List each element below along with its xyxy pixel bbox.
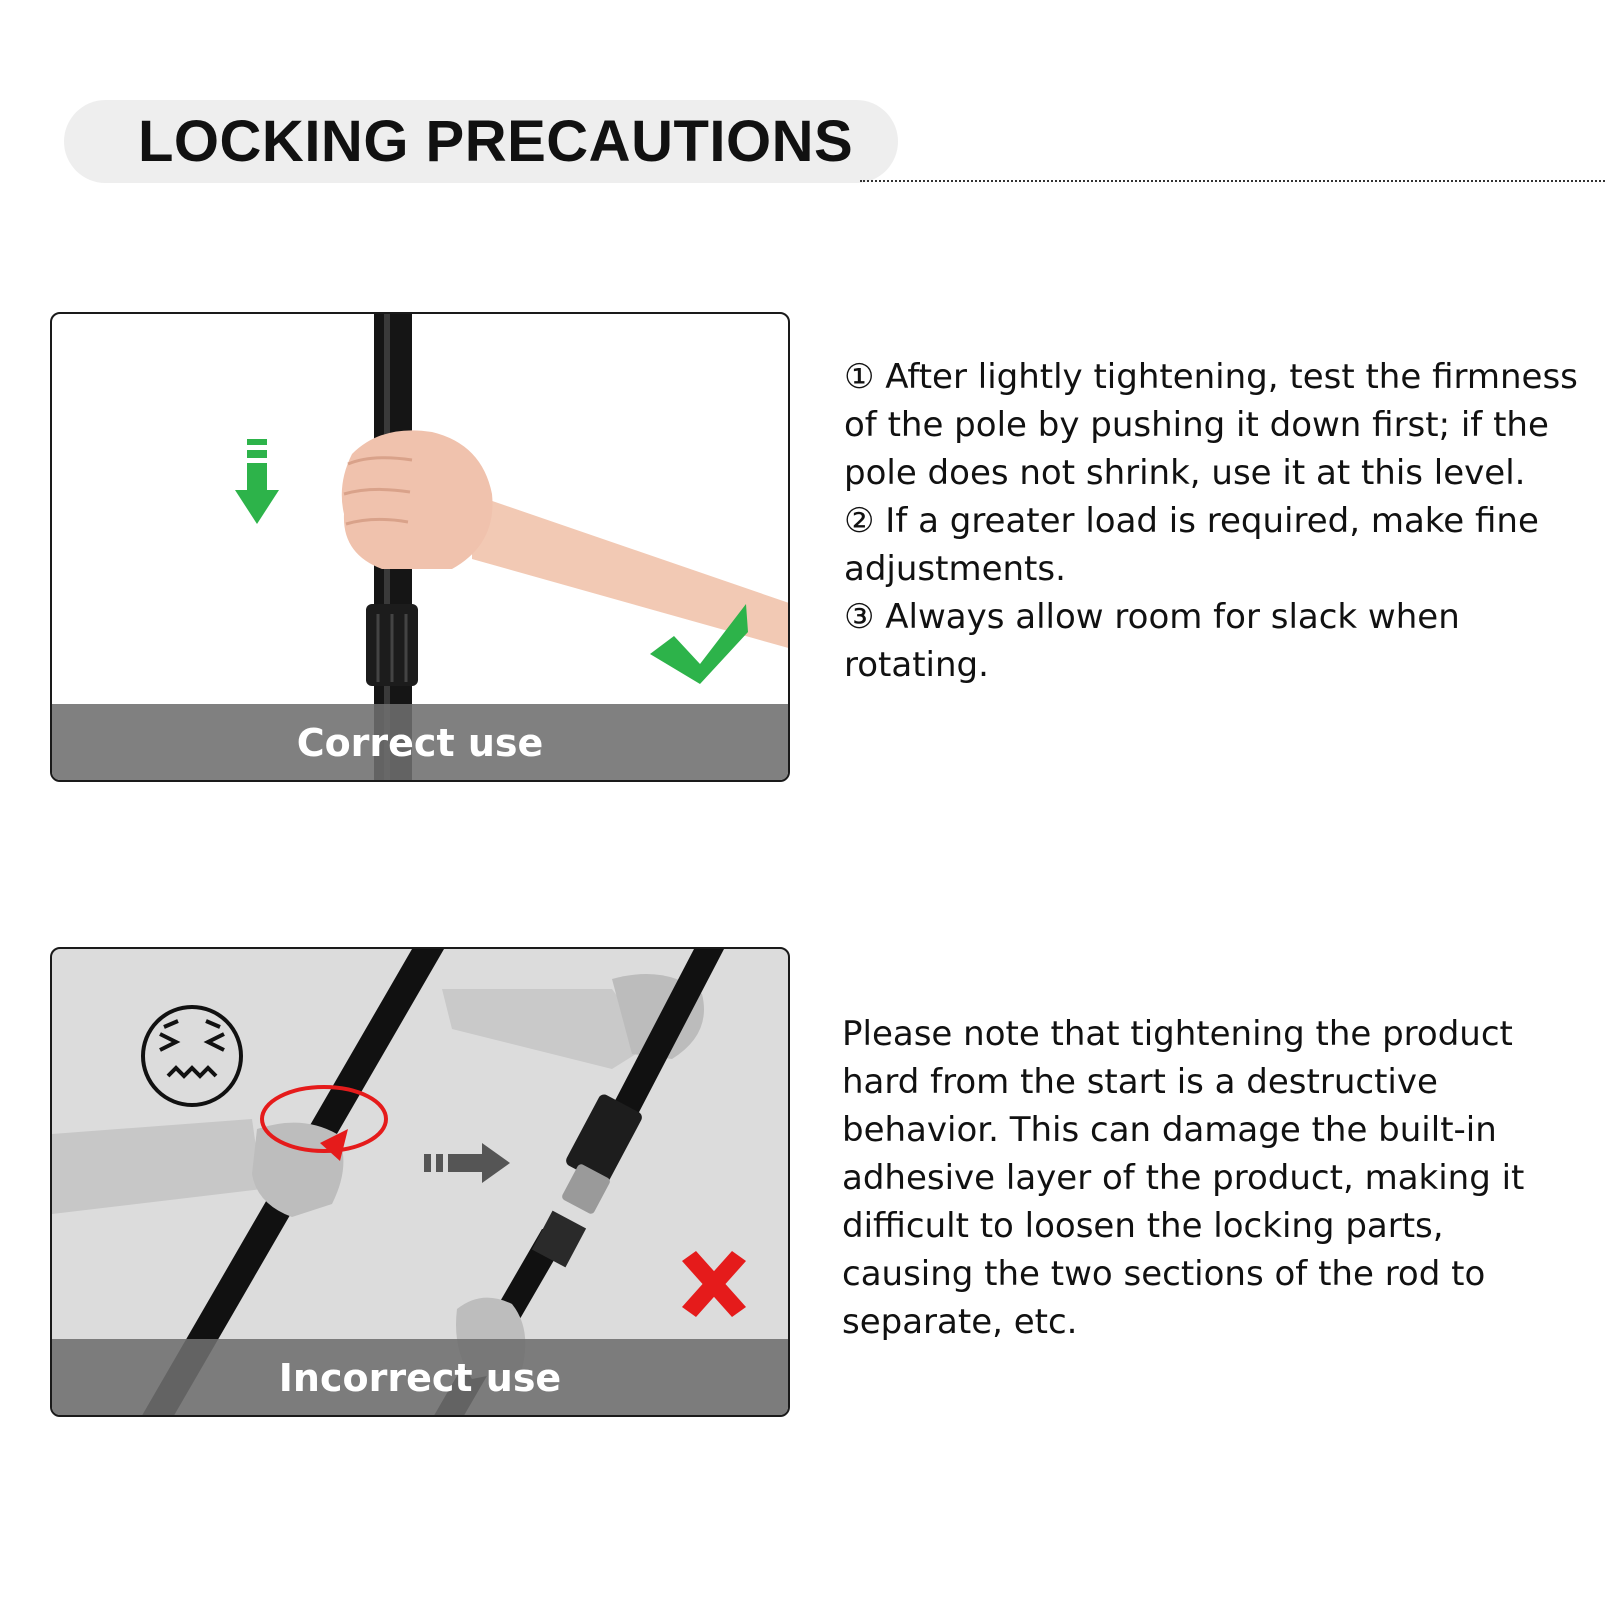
correct-use-caption: Correct use: [296, 721, 544, 765]
instruction-item: ③ Always allow room for slack when rotating.: [844, 597, 1460, 685]
instructions-list: [844, 353, 1584, 689]
instruction-item: ② If a greater load is required, make fine adjustments.: [844, 501, 1539, 589]
dotted-divider: [860, 180, 1605, 182]
instruction-item: ① After lightly tightening, test the firmness of the pole by pushing it down first; if the pole does not shrink, use it at this level.: [844, 357, 1578, 493]
hand: [342, 430, 493, 569]
down-arrow-icon: [235, 439, 279, 524]
left-arm: [52, 1119, 262, 1214]
upset-face-icon: [143, 1007, 241, 1105]
warning-paragraph: Please note that tightening the product hard from the start is a destructive behavior. This can damage the built-in adhesive layer of the product, making it difficult to loosen the locking parts, causing the two sections of the rod to separate, etc.: [842, 1014, 1525, 1342]
correct-use-panel: [50, 312, 790, 782]
incorrect-use-panel: [50, 947, 790, 1417]
page-title: LOCKING PRECAUTIONS: [138, 109, 854, 174]
warning-text: [842, 1010, 1582, 1346]
incorrect-use-caption: Incorrect use: [278, 1356, 562, 1400]
right-arrow-icon: [424, 1143, 510, 1183]
cross-icon: [682, 1251, 746, 1317]
